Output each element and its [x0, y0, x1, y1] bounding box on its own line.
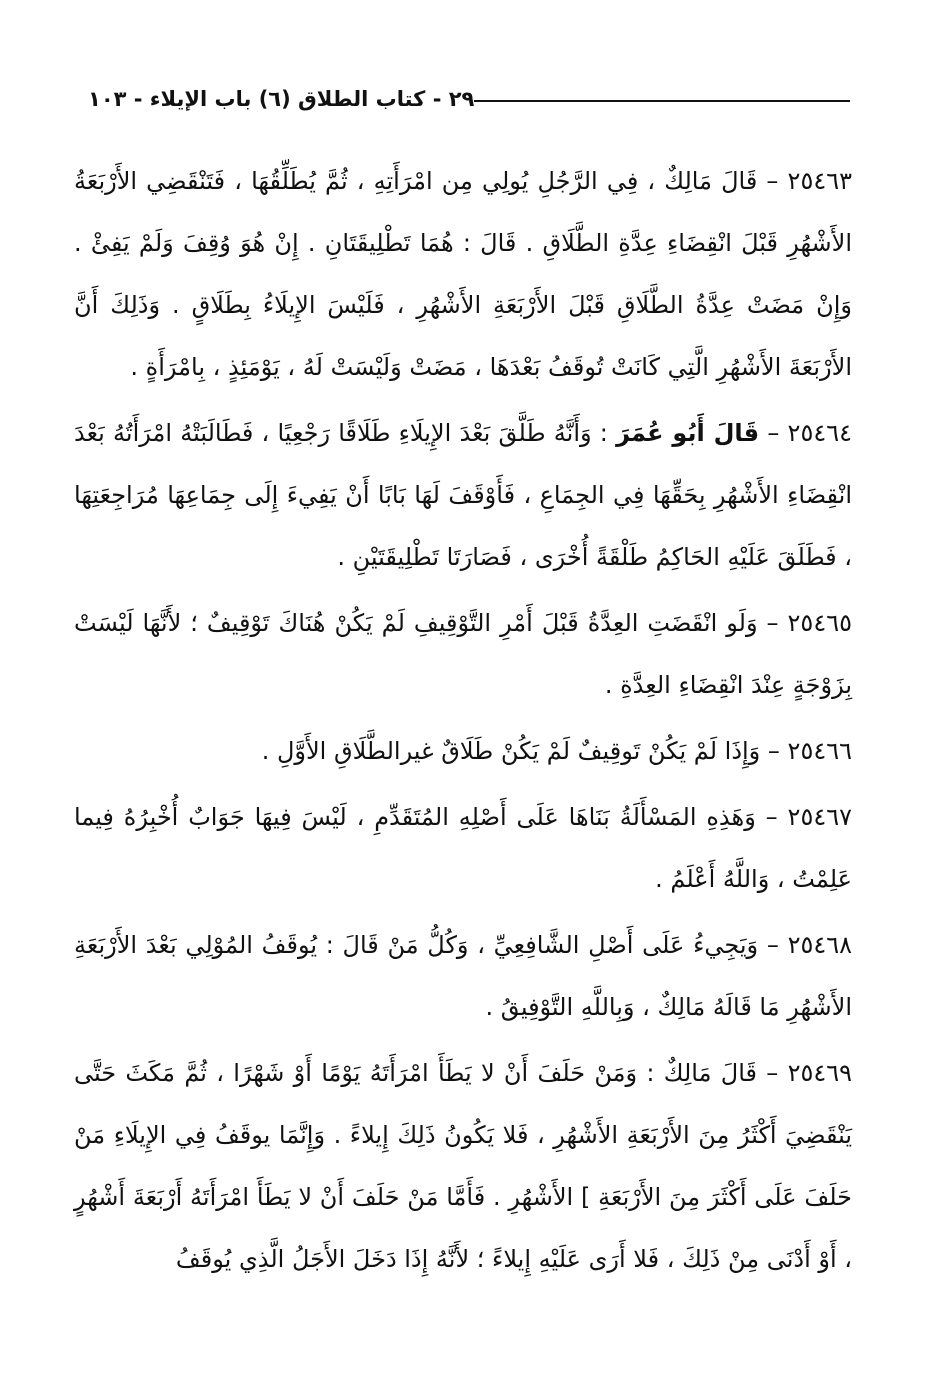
paragraph-25468 [74, 914, 852, 1038]
body-text [74, 150, 852, 1294]
running-header [80, 84, 850, 114]
paragraph-number: ٢٥٤٦٦ [787, 737, 852, 765]
paragraph-dash: – [757, 609, 788, 637]
paragraph-number: ٢٥٤٦٤ [787, 419, 852, 447]
paragraph-dash: – [759, 419, 788, 447]
paragraph-text: : وَأَنَّهُ طَلَّقَ بَعْدَ الإِيلَاءِ طَلَاقًا رَجْعِيًا ، فَطَالَبَتْهُ امْرَأَتُهُ بَعْدَ انْقِضَاءِ الأَشْهُرِ بِحَقِّهَا فِي الجِمَاعِ ، فَأَوْقَفَ لَهَا بَابًا أَنْ يَفِيءَ إِلَى جِمَاعِهَا مُرَاجِعَتِهَا ، فَطَلَقَ عَلَيْهِ الحَاكِمُ طَلْقَةً أُخْرَى ، فَصَارَتَا تَطْلِيقَتَيْنِ . [74, 419, 852, 571]
paragraph-text: وَلَو انْقَضَتِ العِدَّةُ قَبْلَ أَمْرِ التَّوْقِيفِ لَمْ يَكُنْ هُنَاكَ تَوْقِيفٌ ؛ لأَنَّهَا لَيْسَتْ بِزَوْجَةٍ عِنْدَ انْقِضَاءِ العِدَّةِ . [74, 609, 852, 699]
paragraph-25465 [74, 592, 852, 716]
paragraph-text: قَالَ مَالِكٌ ، فِي الرَّجُلِ يُولِي مِن امْرَأَتِهِ ، ثُمَّ يُطَلِّقُهَا ، فَتَنْقَضِي الأَرْبَعَةُ الأَشْهُرِ قَبْلَ انْقِضَاءِ عِدَّةِ الطَّلَاقِ . قَالَ : هُمَا تَطْلِيقَتَانِ . إِنْ هُوَ وُقِفَ وَلَمْ يَفِئْ . وَإِنْ مَضَتْ عِدَّةُ الطَّلَاقِ قَبْلَ الأَرْبَعَةِ الأَشْهُرِ ، فَلَيْسَ الإِيلَاءُ بِطَلَاقٍ . وَذَلِكَ أَنَّ الأَرْبَعَةَ الأَشْهُرِ الَّتِي كَانَتْ تُوقَفُ بَعْدَهَا ، مَضَتْ وَلَيْسَتْ لَهُ ، يَوْمَئِذٍ ، بِامْرَأَةٍ . [74, 167, 852, 381]
paragraph-25464 [74, 402, 852, 588]
header-rule [474, 100, 850, 102]
paragraph-number: ٢٥٤٦٣ [787, 167, 852, 195]
paragraph-text: وَيَجِيءُ عَلَى أَصْلِ الشَّافِعِيِّ ، وَكُلُّ مَنْ قَالَ : يُوقَفُ المُوْلِي بَعْدَ الأَرْبَعَةِ الأَشْهُرِ مَا قَالَهُ مَالِكٌ ، وَبِاللَّهِ التَّوْفِيقُ . [74, 931, 852, 1021]
paragraph-number: ٢٥٤٦٩ [787, 1059, 853, 1087]
paragraph-25463 [74, 150, 852, 398]
paragraph-text: وَإِذَا لَمْ يَكُنْ تَوقِيفٌ لَمْ يَكُنْ طَلَاقٌ غيرالطَّلَاقِ الأَوَّلِ . [261, 737, 761, 765]
paragraph-25466 [74, 720, 852, 782]
paragraph-dash: – [760, 737, 788, 765]
paragraph-text: قَالَ مَالِكٌ : وَمَنْ حَلَفَ أَنْ لا يَطَأَ امْرَأَتَهُ يَوْمًا أَوْ شَهْرًا ، ثُمَّ مَكَثَ حَتَّى يَنْقَضِيَ أَكْثَرُ مِنَ الأَرْبَعَةِ الأَشْهُرِ ، فَلا يَكُونُ ذَلِكَ إِيلاءً . وَإِنَّمَا يوقَفُ فِي الإِيلَاءِ مَنْ حَلَفَ عَلَى أَكْثَرَ مِنَ الأَرْبَعَةِ ] الأَشْهُرِ . فَأَمَّا مَنْ حَلَفَ أَنْ لا يَطَأَ امْرَأَتَهُ أَرْبَعَةَ أَشْهُرٍ ، أَوْ أَدْنَى مِنْ ذَلِكَ ، فَلا أَرَى عَلَيْهِ إِيلاءً ؛ لأَنَّهُ إِذَا دَخَلَ الأَجَلُ الَّذِي يُوقَفُ [74, 1059, 852, 1273]
paragraph-dash: – [758, 931, 788, 959]
paragraph-number: ٢٥٤٦٧ [787, 803, 852, 831]
paragraph-number: ٢٥٤٦٨ [787, 931, 853, 959]
paragraph-dash: – [756, 1059, 788, 1087]
paragraph-25469 [74, 1042, 852, 1290]
paragraph-number: ٢٥٤٦٥ [787, 609, 852, 637]
paragraph-text: وَهَذِهِ المَسْأَلَةُ بَنَاهَا عَلَى أَصْلِهِ المُتَقَدِّمِ ، لَيْسَ فِيهَا جَوَابٌ أُخْبِرُهُ فِيما عَلِمْتُ ، وَاللَّهُ أَعْلَمُ . [74, 803, 852, 893]
paragraph-dash: – [757, 167, 788, 195]
running-header-text: ٢٩ - كتاب الطلاق (٦) باب الإيلاء - ١٠٣ [88, 87, 475, 111]
paragraph-25467 [74, 786, 852, 910]
paragraph-dash: – [755, 803, 788, 831]
paragraph-bold-lead: قَالَ أَبُو عُمَرَ [616, 419, 760, 447]
